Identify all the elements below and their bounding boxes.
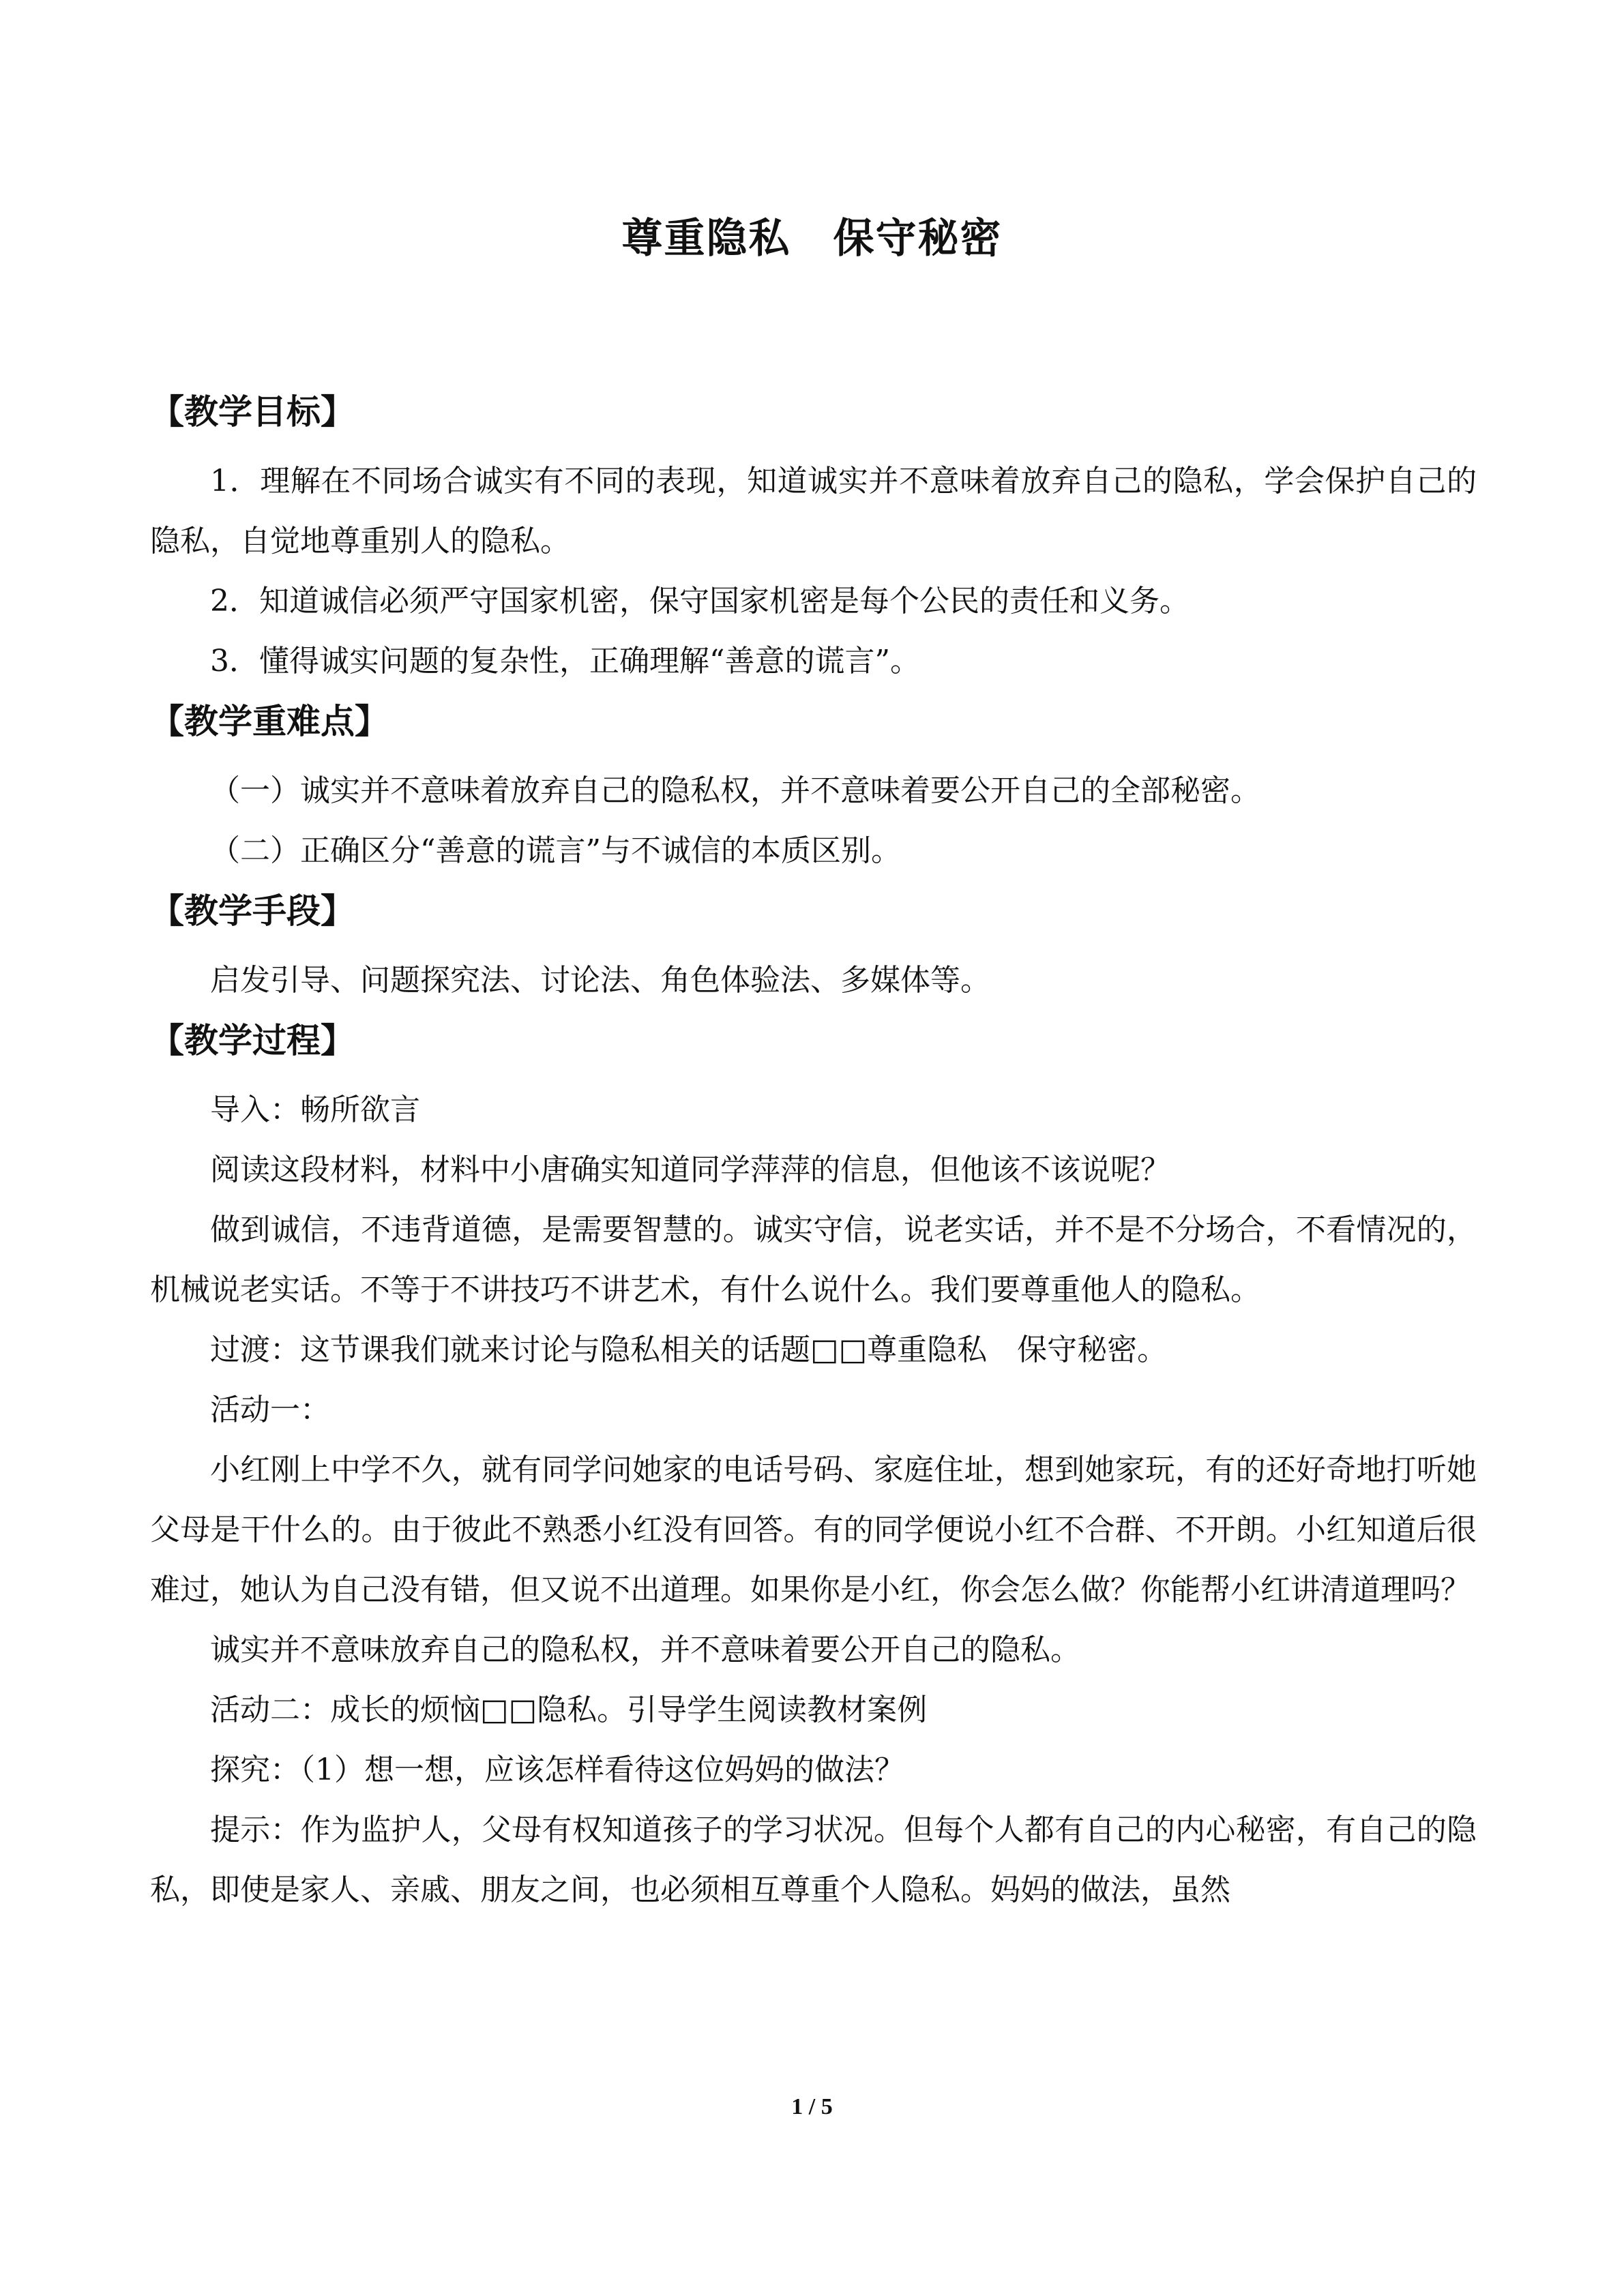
process-paragraph: 探究：（1）想一想，应该怎样看待这位妈妈的做法？ bbox=[210, 1753, 904, 1787]
goal-item-2: 2．知道诚信必须严守国家机密，保守国家机密是每个公民的责任和义务。 bbox=[210, 584, 1190, 618]
process-paragraph: 阅读这段材料，材料中小唐确实知道同学萍萍的信息，但他该不该说呢？ bbox=[210, 1152, 1170, 1187]
document-body bbox=[150, 382, 1477, 1920]
process-paragraph: 诚实并不意味放弃自己的隐私权，并不意味着要公开自己的隐私。 bbox=[210, 1632, 1080, 1667]
goal-item-1: 1．理解在不同场合诚实有不同的表现，知道诚实并不意味着放弃自己的隐私，学会保护自己的隐私，自觉地尊重别人的隐私。 bbox=[150, 464, 1477, 558]
process-paragraph: 做到诚信，不违背道德，是需要智慧的。诚实守信，说老实话，并不是不分场合，不看情况的，机械说老实话。不等于不讲技巧不讲艺术，有什么说什么。我们要尊重他人的隐私。 bbox=[150, 1212, 1477, 1307]
key-point-item-1: （一）诚实并不意味着放弃自己的隐私权，并不意味着要公开自己的全部秘密。 bbox=[210, 773, 1260, 808]
page-number: 1 / 5 bbox=[791, 2094, 833, 2119]
process-paragraph: 过渡：这节课我们就来讨论与隐私相关的话题□□尊重隐私 保守秘密。 bbox=[210, 1332, 1168, 1367]
process-paragraph: 提示：作为监护人，父母有权知道孩子的学习状况。但每个人都有自己的内心秘密，有自己的隐私，即使是家人、亲戚、朋友之间，也必须相互尊重个人隐私。妈妈的做法，虽然 bbox=[150, 1813, 1477, 1907]
process-paragraph: 活动二：成长的烦恼□□隐私。引导学生阅读教材案例 bbox=[210, 1693, 928, 1727]
goal-item-3: 3．懂得诚实问题的复杂性，正确理解“善意的谎言”。 bbox=[210, 644, 920, 679]
section-heading-process: 【教学过程】 bbox=[150, 1021, 355, 1060]
process-paragraph: 活动一： bbox=[210, 1392, 330, 1427]
process-paragraph: 小红刚上中学不久，就有同学问她家的电话号码、家庭住址，想到她家玩，有的还好奇地打听她父母是干什么的。由于彼此不熟悉小红没有回答。有的同学便说小红不合群、不开朗。小红知道后很难过，她认为自己没有错，但又说不出道理。如果你是小红，你会怎么做？你能帮小红讲清道理吗？ bbox=[150, 1452, 1477, 1607]
means-item-1: 启发引导、问题探究法、讨论法、角色体验法、多媒体等。 bbox=[210, 963, 990, 998]
process-paragraph: 导入：畅所欲言 bbox=[210, 1092, 420, 1127]
key-point-item-2: （二）正确区分“善意的谎言”与不诚信的本质区别。 bbox=[210, 833, 901, 868]
section-heading-key-points: 【教学重难点】 bbox=[150, 702, 389, 741]
section-heading-means: 【教学手段】 bbox=[150, 891, 355, 931]
section-heading-goals: 【教学目标】 bbox=[150, 392, 355, 432]
document-title: 尊重隐私 保守秘密 bbox=[621, 215, 1003, 263]
